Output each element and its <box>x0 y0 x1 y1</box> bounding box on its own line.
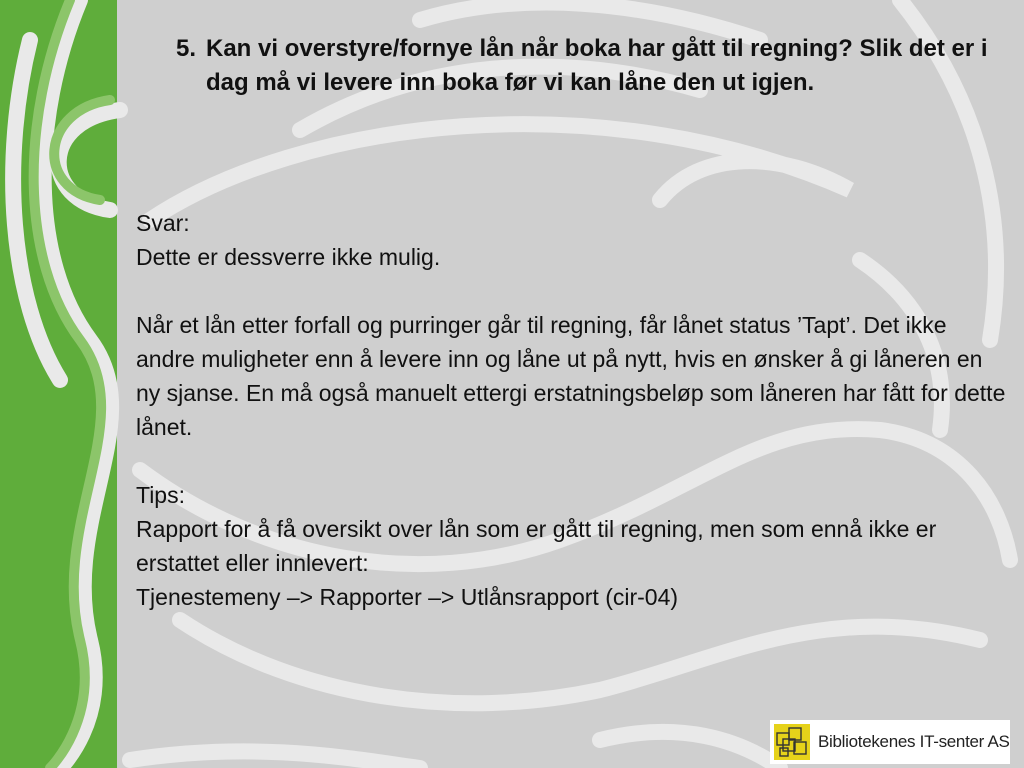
question-number: 5. <box>176 35 197 62</box>
answer-label: Svar: <box>136 210 190 236</box>
logo-text: Bibliotekenes IT-senter AS <box>818 732 1010 751</box>
answer-short: Dette er dessverre ikke mulig. <box>136 244 441 270</box>
paragraph-gap <box>136 274 1006 308</box>
company-logo <box>770 720 1010 764</box>
question-text: Kan vi overstyre/fornye lån når boka har gått til regning? Slik det er i dag må vi levere inn boka før vi kan låne den ut igjen. <box>206 35 988 96</box>
tips-text: Rapport for å få oversikt over lån som er gått til regning, men som ennå ikke er erstattet eller innlevert: <box>136 516 937 576</box>
tips-path: Tjenestemeny –> Rapporter –> Utlånsrapport (cir-04) <box>136 584 679 610</box>
paragraph-gap <box>136 444 1006 478</box>
question-heading <box>176 32 996 100</box>
answer-explanation: Når et lån etter forfall og purringer går til regning, får lånet status ’Tapt’. Det ikke andre muligheter enn å levere inn og låne ut på nytt, hvis en ønsker å gi låneren en ny sjanse. En må også manuelt ettergi erstatningsbeløp som låneren har fått for dette lånet. <box>136 312 1006 440</box>
answer-content <box>136 206 1006 614</box>
tips-label: Tips: <box>136 482 185 508</box>
squares-logo-icon <box>774 724 810 760</box>
